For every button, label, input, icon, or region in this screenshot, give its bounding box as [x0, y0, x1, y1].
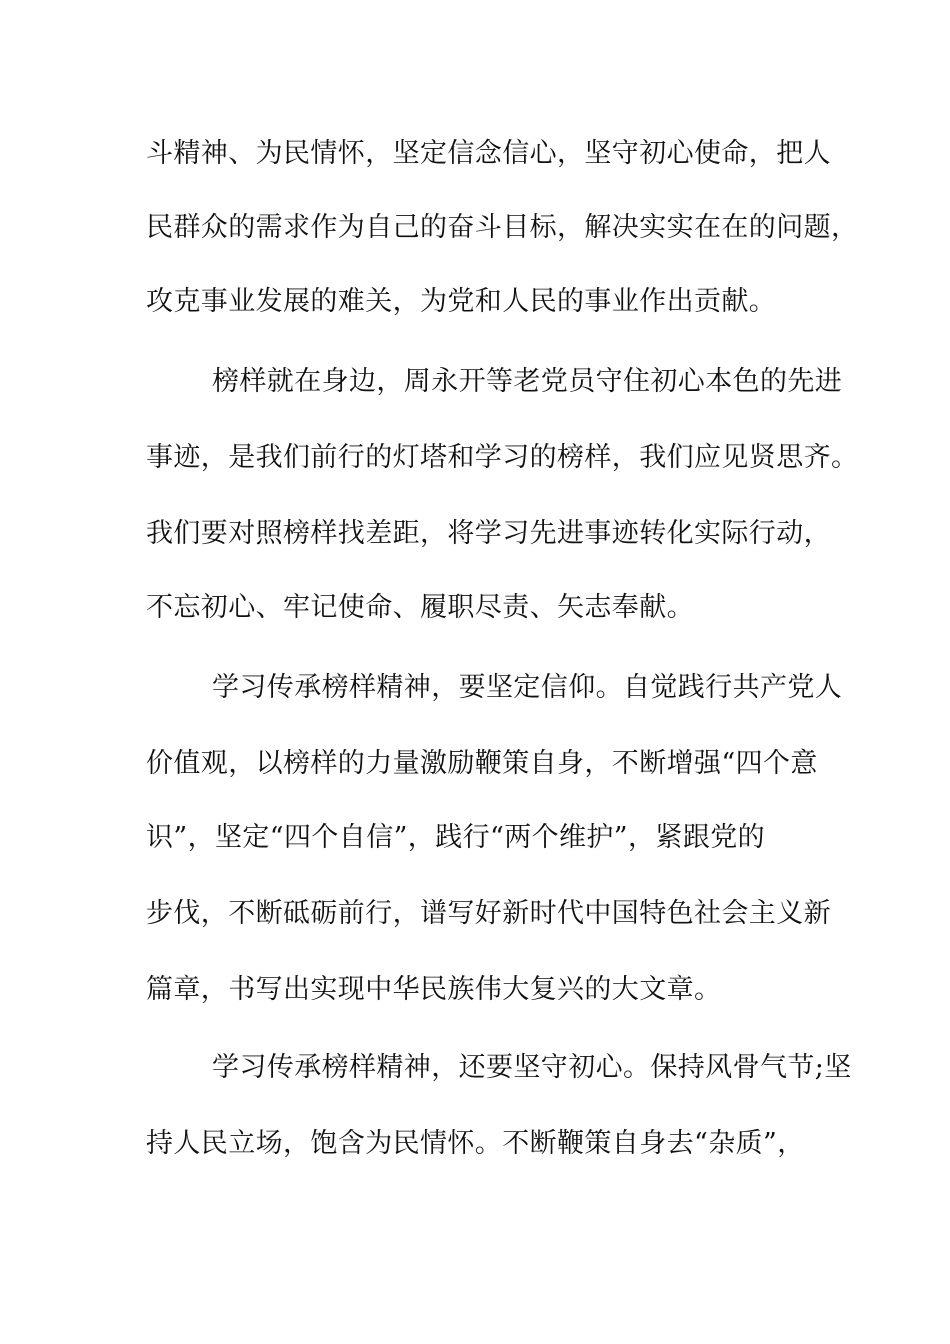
paragraph-1-line-3: 攻克事业发展的难关，为党和人民的事业作出贡献。 [146, 286, 777, 317]
paragraph-3-line-2: 价值观，以榜样的力量激励鞭策自身，不断增强“四个意 [146, 748, 818, 779]
paragraph-1-line-2: 民群众的需求作为自己的奋斗目标，解决实实在在的问题， [146, 212, 859, 243]
paragraph-2-line-1: 榜样就在身边，周永开等老党员守住初心本色的先进 [212, 366, 843, 397]
paragraph-4-line-1: 学习传承榜样精神，还要坚守初心。保持风骨气节;坚 [212, 1052, 852, 1083]
paragraph-3-line-3: 识”，坚定“四个自信”，践行“两个维护”，紧跟党的 [146, 822, 766, 853]
paragraph-2-line-2: 事迹，是我们前行的灯塔和学习的榜样，我们应见贤思齐。 [146, 442, 859, 473]
paragraph-2-line-4: 不忘初心、牢记使命、履职尽责、矢志奉献。 [146, 592, 694, 623]
paragraph-4-line-2: 持人民立场，饱含为民情怀。不断鞭策自身去“杂质”， [146, 1128, 805, 1159]
paragraph-3-line-1: 学习传承榜样精神，要坚定信仰。自觉践行共产党人 [212, 672, 843, 703]
paragraph-2-line-3: 我们要对照榜样找差距，将学习先进事迹转化实际行动， [146, 518, 831, 549]
paragraph-1-line-1: 斗精神、为民情怀，坚定信念信心，坚守初心使命，把人 [146, 138, 831, 169]
paragraph-3-line-4: 步伐，不断砥砺前行，谱写好新时代中国特色社会主义新 [146, 898, 831, 929]
paragraph-3-line-5: 篇章，书写出实现中华民族伟大复兴的大文章。 [146, 974, 722, 1005]
